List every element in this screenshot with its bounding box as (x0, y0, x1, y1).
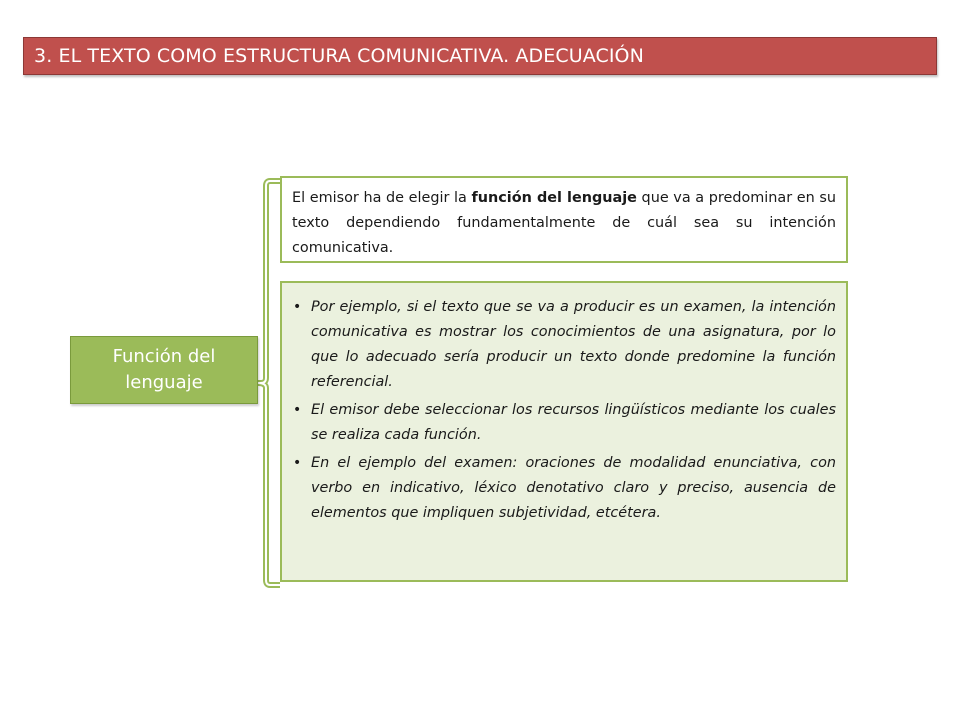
definition-text-before: El emisor ha de elegir la (292, 190, 472, 206)
slide-title: 3. EL TEXTO COMO ESTRUCTURA COMUNICATIVA. ADECUACIÓN (34, 45, 644, 67)
bullet-icon: • (293, 455, 302, 471)
list-item-text: Por ejemplo, si el texto que se va a producir es un examen, la intención comunicativa es mostrar los conocimientos de una asignatura, por lo que lo adecuado sería producir un texto donde predomine la función referencial. (311, 299, 836, 390)
root-node-label (113, 344, 216, 395)
list-item-text: El emisor debe seleccionar los recursos lingüísticos mediante los cuales se realiza cada función. (311, 402, 836, 443)
examples-box (280, 281, 848, 582)
definition-box (280, 176, 848, 263)
list-item (290, 398, 836, 448)
bracket-inner (258, 181, 280, 585)
definition-text (292, 186, 836, 261)
root-line-2: lenguaje (125, 372, 203, 393)
root-node (70, 336, 258, 404)
examples-list (290, 295, 836, 526)
list-item (290, 451, 836, 526)
list-item-text: En el ejemplo del examen: oraciones de modalidad enunciativa, con verbo en indicativo, léxico denotativo claro y preciso, ausencia de elementos que impliquen subjetividad, etcétera. (311, 455, 836, 521)
definition-text-after: que va a predominar en su texto dependiendo fundamentalmente de cuál sea su intención comunicativa. (292, 190, 837, 256)
bullet-icon: • (293, 299, 302, 315)
definition-text-bold: función del lenguaje (471, 190, 637, 206)
root-line-1: Función del (112, 346, 216, 368)
bracket-outline (258, 181, 280, 585)
list-item (290, 295, 836, 395)
bullet-icon: • (293, 402, 302, 418)
slide-title-bar (23, 37, 937, 75)
